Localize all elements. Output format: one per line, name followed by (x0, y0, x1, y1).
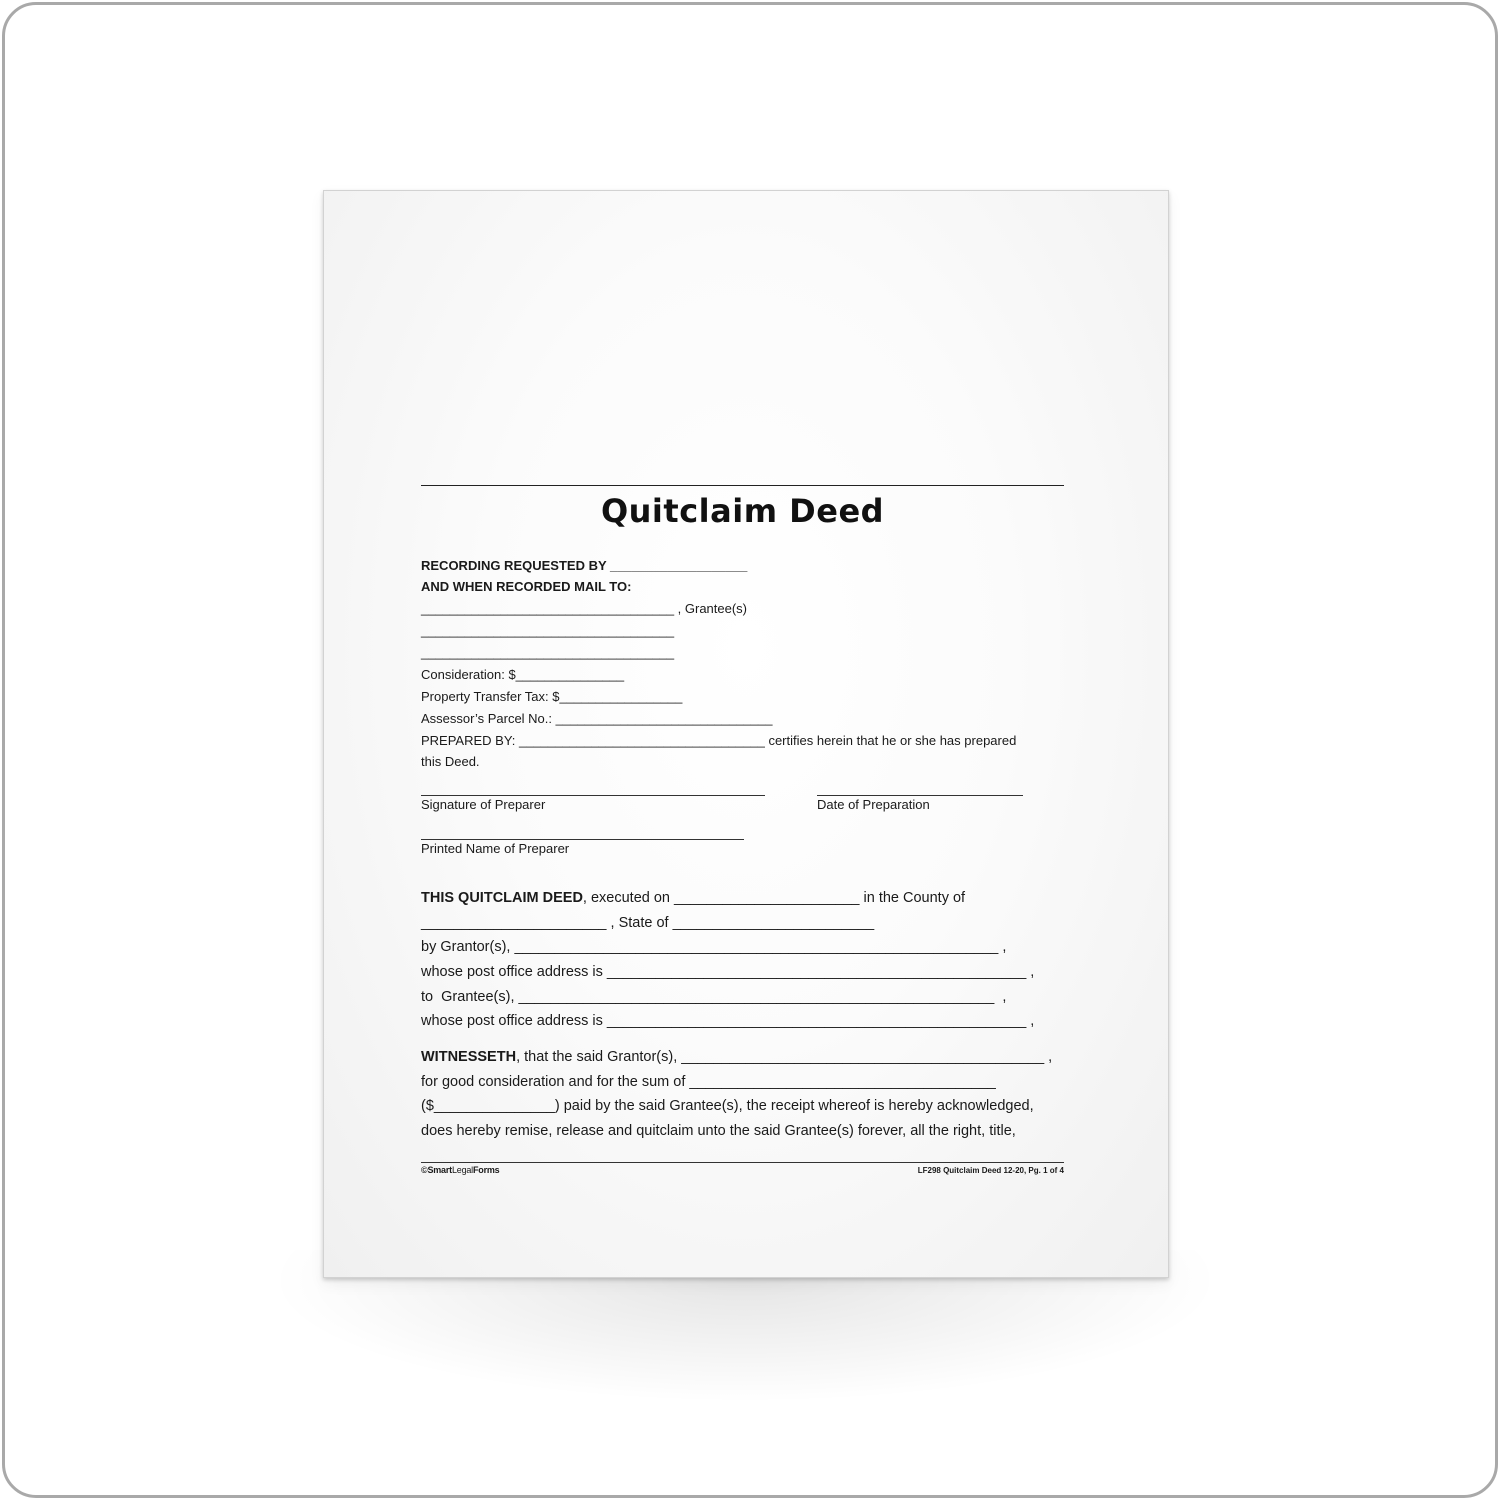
transfer-tax-line: Property Transfer Tax: $_________________ (421, 689, 683, 704)
printed-name-rule (421, 839, 744, 840)
remise-line: does hereby remise, release and quitclaim unto the said Grantee(s) forever, all the right, title, (421, 1123, 1016, 1139)
footer-form-id: LF298 Quitclaim Deed 12-20, Pg. 1 of 4 (917, 1166, 1064, 1175)
date-rule (817, 795, 1023, 796)
witnesseth-line (421, 1049, 1052, 1065)
brand-part-1: Smart (427, 1165, 452, 1175)
document-body (421, 485, 1064, 1175)
printed-name-label: Printed Name of Preparer (421, 841, 570, 856)
document-page (323, 190, 1169, 1278)
paid-line: ($_______________) paid by the said Grantee(s), the receipt whereof is hereby acknowledged, (421, 1098, 1034, 1114)
footer-brand (421, 1165, 500, 1175)
sum-line: for good consideration and for the sum of ______________________________________ (421, 1074, 996, 1090)
executed-lead: THIS QUITCLAIM DEED (421, 890, 583, 906)
this-deed-line: this Deed. (421, 754, 480, 769)
executed-line (421, 890, 965, 906)
blank-address-line-1: ___________________________________ (421, 623, 675, 638)
blank-address-line-2: ___________________________________ (421, 645, 675, 660)
consideration-line: Consideration: $_______________ (421, 667, 625, 682)
document-title: Quitclaim Deed (600, 492, 885, 530)
signature-rule (421, 795, 765, 796)
date-label: Date of Preparation (817, 797, 930, 812)
witnesseth-lead: WITNESSETH (421, 1049, 517, 1065)
brand-part-3: Forms (472, 1165, 500, 1175)
brand-part-2: Legal (451, 1165, 473, 1175)
when-recorded-line: AND WHEN RECORDED MAIL TO: (421, 579, 632, 594)
copyright-symbol: © (421, 1165, 428, 1175)
grantor-line: by Grantor(s), ____________________________________________________________ , (421, 939, 1007, 955)
parcel-number-line: Assessor’s Parcel No.: ______________________________ (421, 711, 773, 726)
footer-rule (421, 1162, 1064, 1163)
header-rule (421, 485, 1064, 486)
grantee-address-line: ___________________________________ , Grantee(s) (421, 601, 748, 616)
grantee-address-line-2: whose post office address is ____________________________________________________ , (421, 1013, 1035, 1029)
prepared-by-line: PREPARED BY: __________________________________ certifies herein that he or she has prepared (421, 733, 1017, 748)
grantee-to-line: to Grantee(s), ___________________________________________________________ , (421, 989, 1007, 1005)
witnesseth-text: , that the said Grantor(s), _____________________________________________ , (516, 1049, 1053, 1065)
executed-text: , executed on _______________________ in the County of (582, 890, 966, 906)
state-line: _______________________ , State of _________________________ (421, 915, 875, 931)
signature-label: Signature of Preparer (421, 797, 546, 812)
grantor-address-line: whose post office address is ____________________________________________________ , (421, 964, 1035, 980)
recording-requested-line: RECORDING REQUESTED BY ___________________ (421, 558, 748, 573)
